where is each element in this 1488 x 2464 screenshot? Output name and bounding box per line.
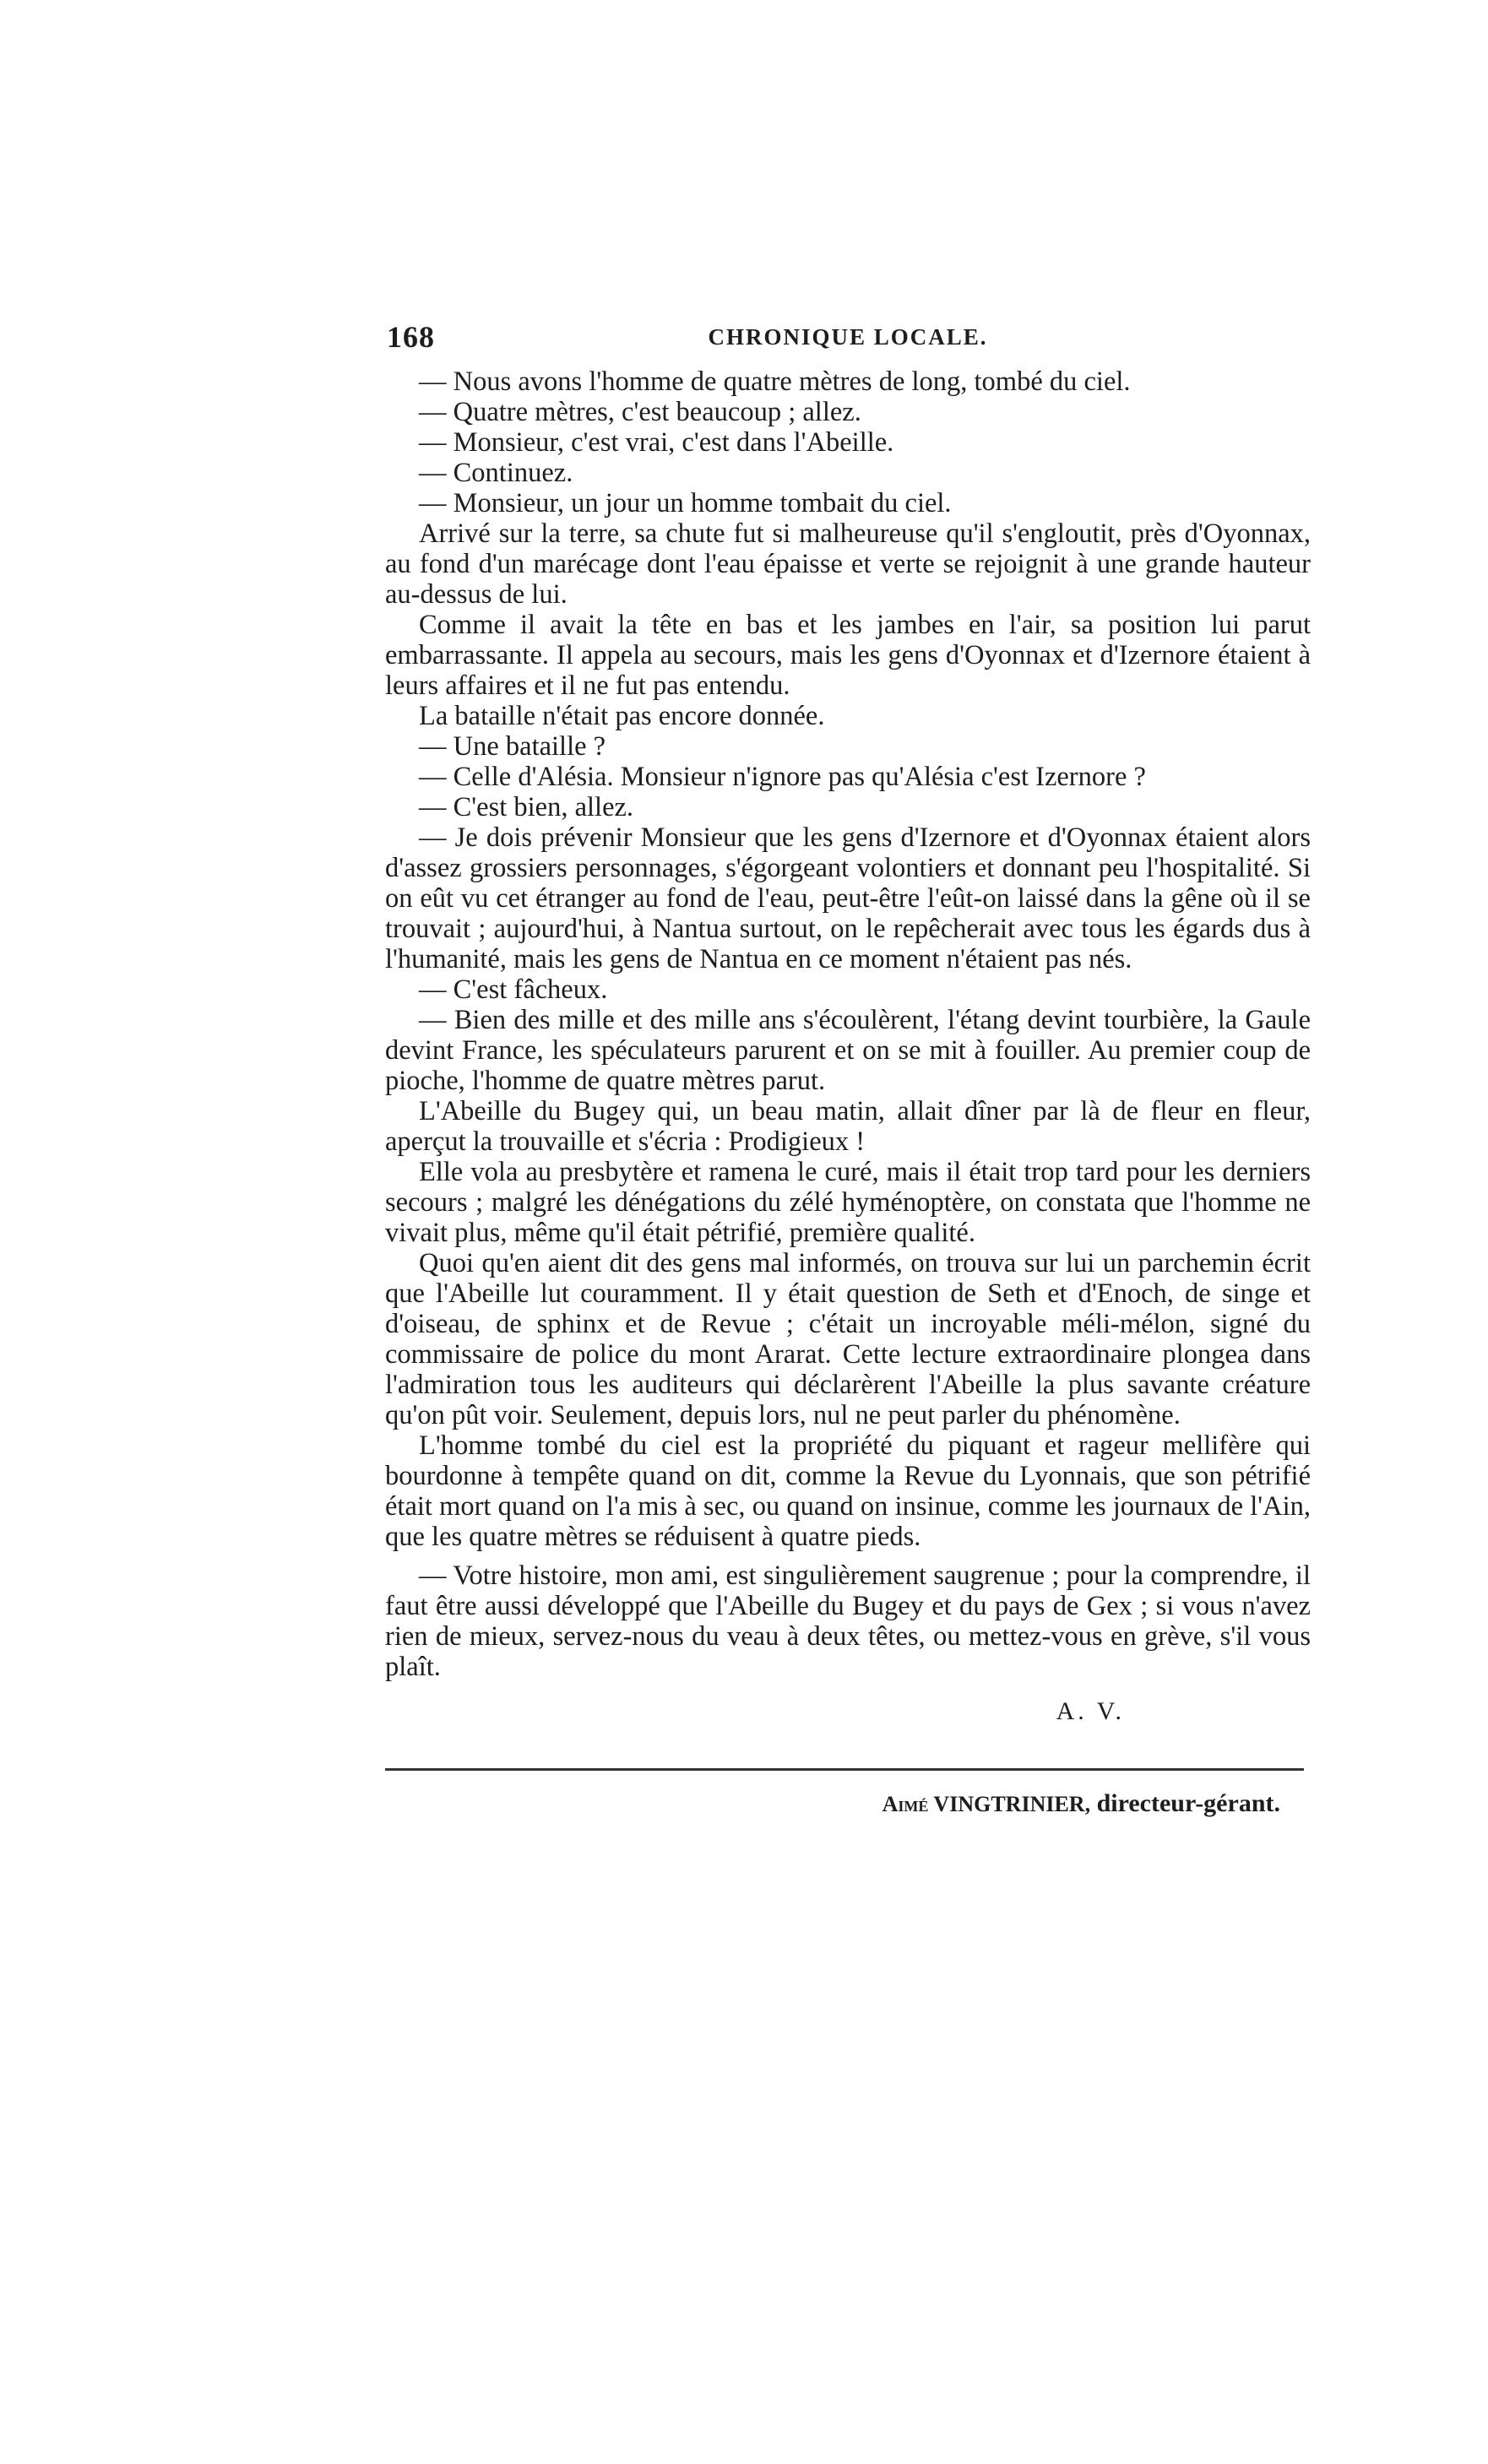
paragraph: — Continuez. xyxy=(419,458,573,488)
paragraph: — Je dois prévenir Monsieur que les gens d'Izernore et d'Oyonnax étaient alors d'assez grossiers personnages, s'égorgeant volontiers et donnant peu l'hospitalité. Si on eût vu cet étranger au fond de l'eau, peut-être l'eût-on laissé dans la gêne où il se trouvait ; aujourd'hui, à Nantua surtout, on le repêcherait avec tous les égards dus à l'humanité, mais les gens de Nantua en ce moment n'étaient pas nés. xyxy=(385,822,1311,974)
paragraph: Elle vola au presbytère et ramena le curé, mais il était trop tard pour les derniers secours ; malgré les dénégations du zélé hyménoptère, on constata que l'homme ne vivait plus, même qu'il était pétrifié, première qualité. xyxy=(385,1157,1311,1248)
paragraph: — Une bataille ? xyxy=(419,731,606,762)
paragraph: L'homme tombé du ciel est la propriété du piquant et rageur mellifère qui bourdonne à tempête quand on dit, comme la Revue du Lyonnais, que son pétrifié était mort quand on l'a mis à sec, ou quand on insinue, comme les journaux de l'Ain, que les quatre mètres se réduisent à quatre pieds. xyxy=(385,1430,1311,1552)
signature: A. V. xyxy=(1056,1697,1125,1725)
paragraph: — Votre histoire, mon ami, est singulièrement saugrenue ; pour la comprendre, il faut être aussi développé que l'Abeille du Bugey et du pays de Gex ; si vous n'avez rien de mieux, servez-nous du veau à deux têtes, ou mettez-vous en grève, s'il vous plaît. xyxy=(385,1560,1311,1682)
footer-name: Aimé VINGTRINIER, xyxy=(882,1792,1091,1816)
paragraph: — Monsieur, c'est vrai, c'est dans l'Abeille. xyxy=(419,427,894,458)
paragraph: — Monsieur, un jour un homme tombait du ciel. xyxy=(419,488,952,518)
paragraph: — Quatre mètres, c'est beaucoup ; allez. xyxy=(419,397,861,427)
paragraph: — Bien des mille et des mille ans s'écoulèrent, l'étang devint tourbière, la Gaule devint France, les spéculateurs parurent et on se mit à fouiller. Au premier coup de pioche, l'homme de quatre mètres parut. xyxy=(385,1005,1311,1096)
paragraph: — Celle d'Alésia. Monsieur n'ignore pas qu'Alésia c'est Izernore ? xyxy=(419,762,1146,792)
footer-credit xyxy=(385,1789,1311,1818)
paragraph: — C'est bien, allez. xyxy=(419,792,634,822)
paragraph: Comme il avait la tête en bas et les jambes en l'air, sa position lui parut embarrassante. Il appela au secours, mais les gens d'Oyonnax et d'Izernore étaient à leurs affaires et il ne fut pas entendu. xyxy=(385,610,1311,701)
divider xyxy=(385,1768,1304,1771)
running-title: CHRONIQUE LOCALE. xyxy=(708,324,988,350)
paragraph: L'Abeille du Bugey qui, un beau matin, allait dîner par là de fleur en fleur, aperçut la trouvaille et s'écria : Prodigieux ! xyxy=(385,1096,1311,1157)
page xyxy=(385,319,1311,1818)
page-header xyxy=(385,319,1311,360)
paragraph: — C'est fâcheux. xyxy=(419,974,608,1005)
paragraph: Quoi qu'en aient dit des gens mal informés, on trouva sur lui un parchemin écrit que l'Abeille lut couramment. Il y était question de Seth et d'Enoch, de singe et d'oiseau, de sphinx et de Revue ; c'était un incroyable méli-mélon, signé du commissaire de police du mont Ararat. Cette lecture extraordinaire plongea dans l'admiration tous les auditeurs qui déclarèrent l'Abeille la plus savante créature qu'on pût voir. Seulement, depuis lors, nul ne peut parler du phénomène. xyxy=(385,1248,1311,1430)
footer-role: directeur-gérant. xyxy=(1096,1789,1280,1817)
article-body xyxy=(385,366,1311,1682)
paragraph: Arrivé sur la terre, sa chute fut si malheureuse qu'il s'engloutit, près d'Oyonnax, au fond d'un marécage dont l'eau épaisse et verte se rejoignit à une grande hauteur au-dessus de lui. xyxy=(385,518,1311,610)
paragraph: — Nous avons l'homme de quatre mètres de long, tombé du ciel. xyxy=(419,366,1131,397)
page-number: 168 xyxy=(387,320,435,354)
paragraph: La bataille n'était pas encore donnée. xyxy=(419,701,825,731)
